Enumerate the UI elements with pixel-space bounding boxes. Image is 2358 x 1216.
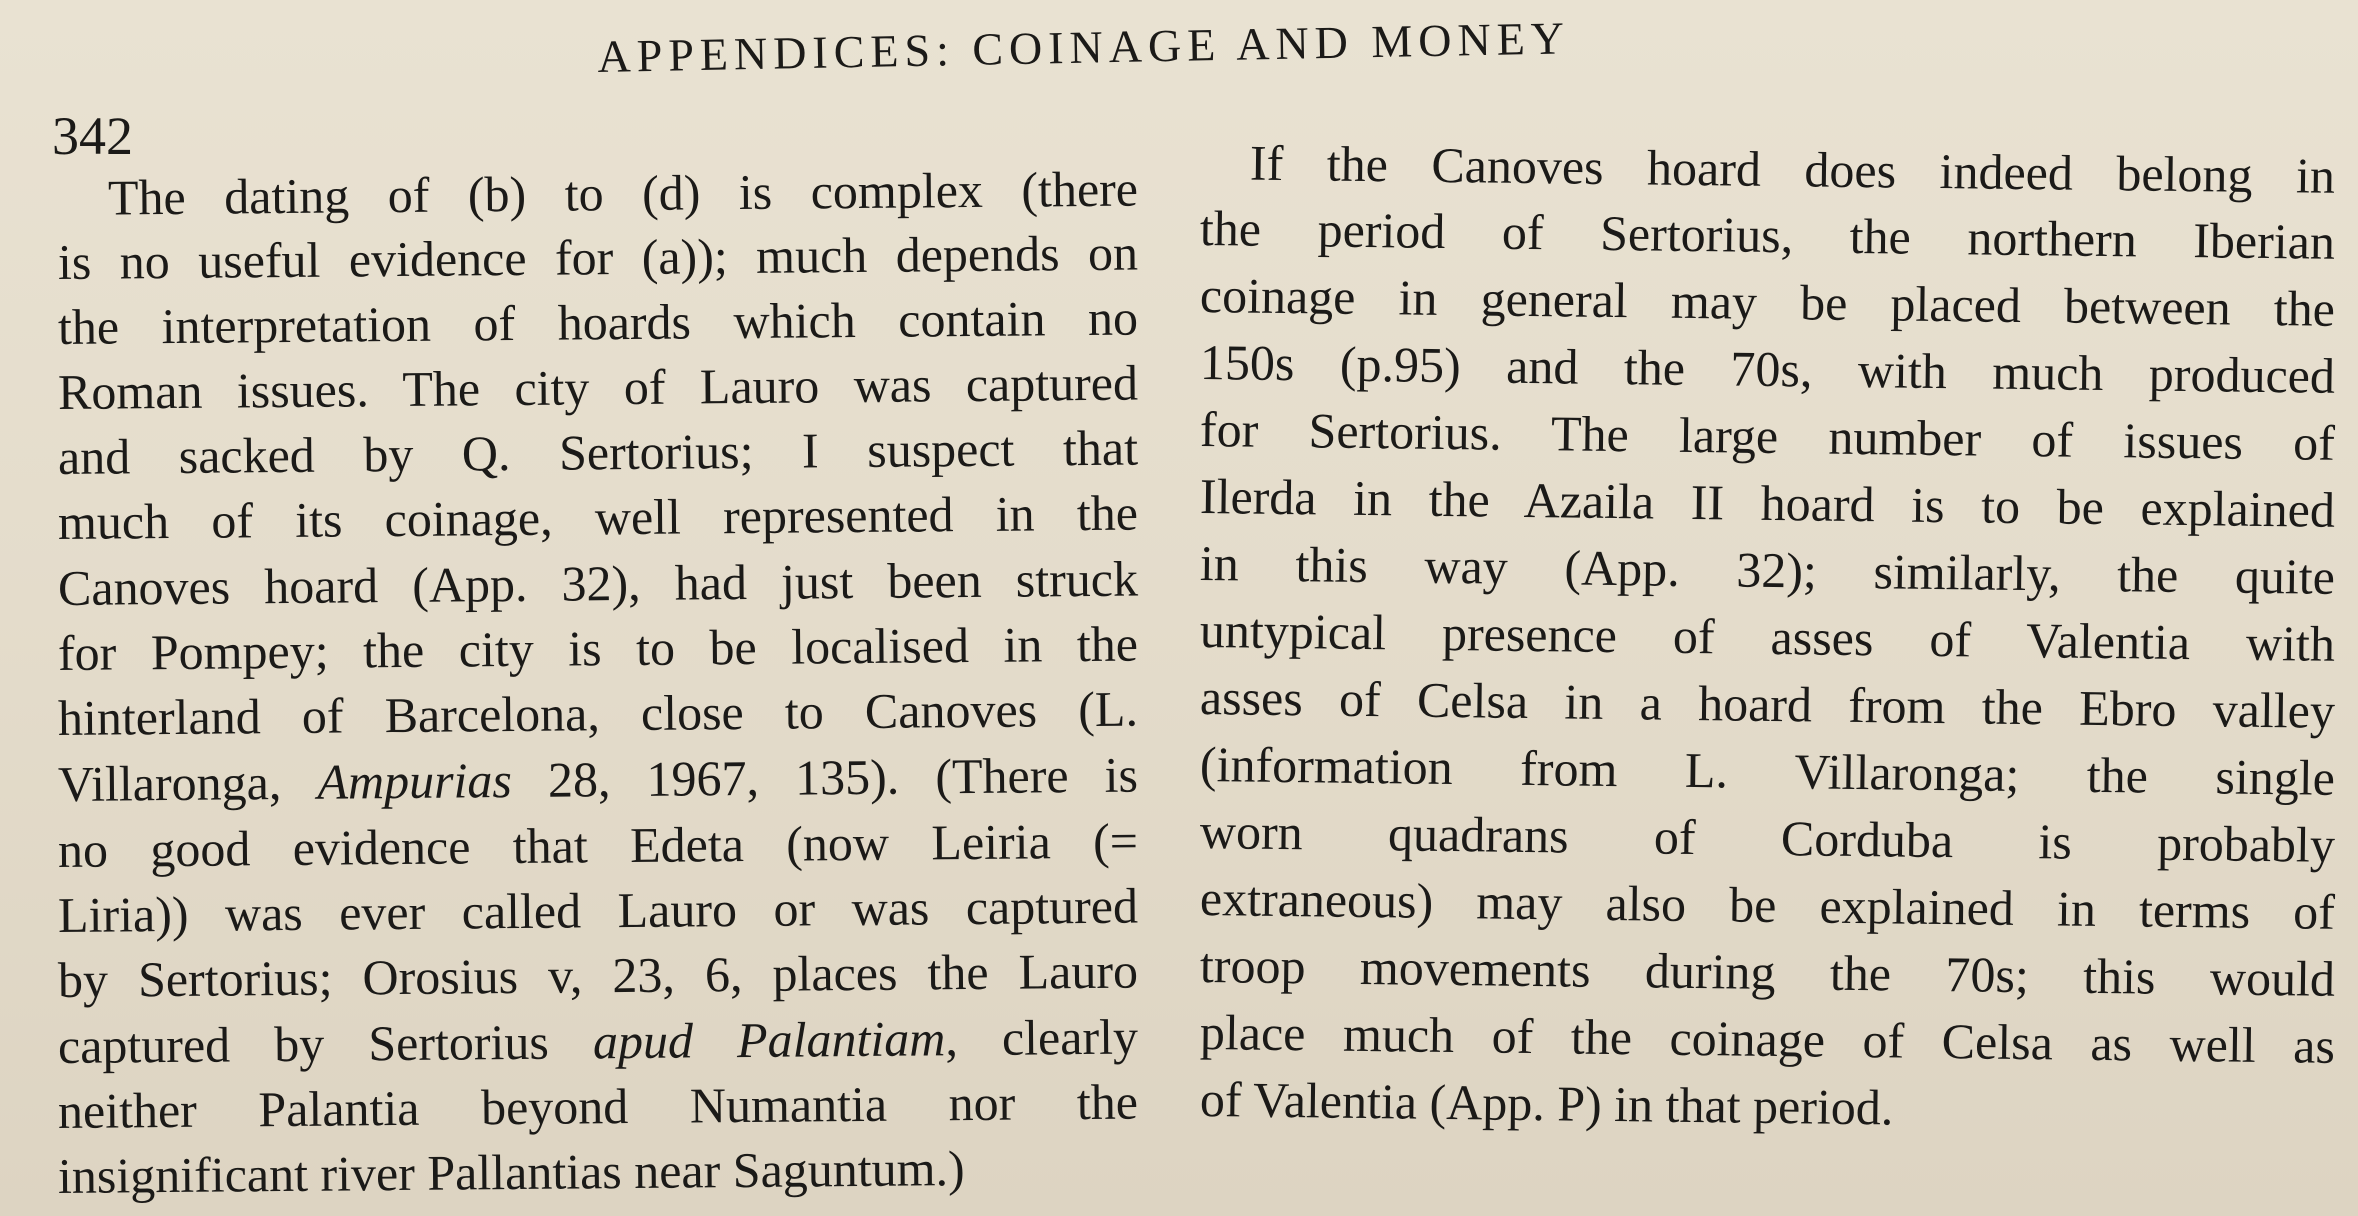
text-line: 150s (p.95) and the 70s, with much produced [1199,334,2336,404]
text-line: Roman issues. The city of Lauro was captured [57,354,1139,420]
text-line: place much of the coinage of Celsa as well as [1199,1004,2336,1074]
text-line [58,745,1138,814]
text-line: of Valentia (App. P) in that period. [1199,1071,1894,1136]
text-line: hinterland of Barcelona, close to Canoves (L. [57,680,1139,746]
text-segment: , clearly [945,1008,1139,1067]
italic-title: Ampurias [317,752,513,810]
text-line: much of its coinage, well represented in the [57,484,1139,550]
running-title: APPENDICES: COINAGE AND MONEY [597,12,1571,83]
text-line: troop movements during the 70s; this would [1199,937,2336,1007]
text-line: untypical presence of asses of Valentia with [1199,602,2336,672]
text-line: in this way (App. 32); similarly, the quite [1199,535,2336,605]
text-segment: 28, 1967, 135). (There is [511,746,1139,809]
text-line [58,1007,1138,1076]
text-line: for Pompey; the city is to be localised in the [57,615,1139,681]
text-line: by Sertorius; Orosius v, 23, 6, places the Lauro [57,942,1139,1008]
text-line: for Sertorius. The large number of issues of [1199,401,2336,471]
text-segment: Villaronga, [57,753,318,812]
text-line: coinage in general may be placed between the [1199,267,2336,337]
text-line: Ilerda in the Azaila II hoard is to be explained [1199,468,2336,538]
text-line: neither Palantia beyond Numantia nor the [57,1073,1139,1139]
text-line: and sacked by Q. Sertorius; I suspect that [57,419,1139,485]
text-line: The dating of (b) to (d) is complex (there [107,160,1139,226]
text-line: no good evidence that Edeta (now Leiria (= [57,812,1139,878]
text-line: insignificant river Pallantias near Saguntum.) [57,1140,965,1204]
text-line: the period of Sertorius, the northern Iberian [1199,200,2336,270]
text-line: extraneous) may also be explained in terms of [1199,870,2336,940]
text-segment: captured by Sertorius [57,1013,594,1074]
text-line: worn quadrans of Corduba is probably [1199,803,2336,873]
text-line: Liria)) was ever called Lauro or was captured [57,877,1139,943]
text-line: asses of Celsa in a hoard from the Ebro valley [1199,669,2336,739]
text-line: the interpretation of hoards which contain no [57,289,1139,355]
italic-phrase: apud Palantiam [592,1010,946,1070]
text-line: Canoves hoard (App. 32), had just been struck [57,550,1139,616]
page-number: 342 [52,106,133,166]
text-line: is no useful evidence for (a)); much depends on [57,224,1139,290]
text-line: (information from L. Villaronga; the single [1199,736,2336,806]
text-line: If the Canoves hoard does indeed belong in [1249,134,2336,204]
